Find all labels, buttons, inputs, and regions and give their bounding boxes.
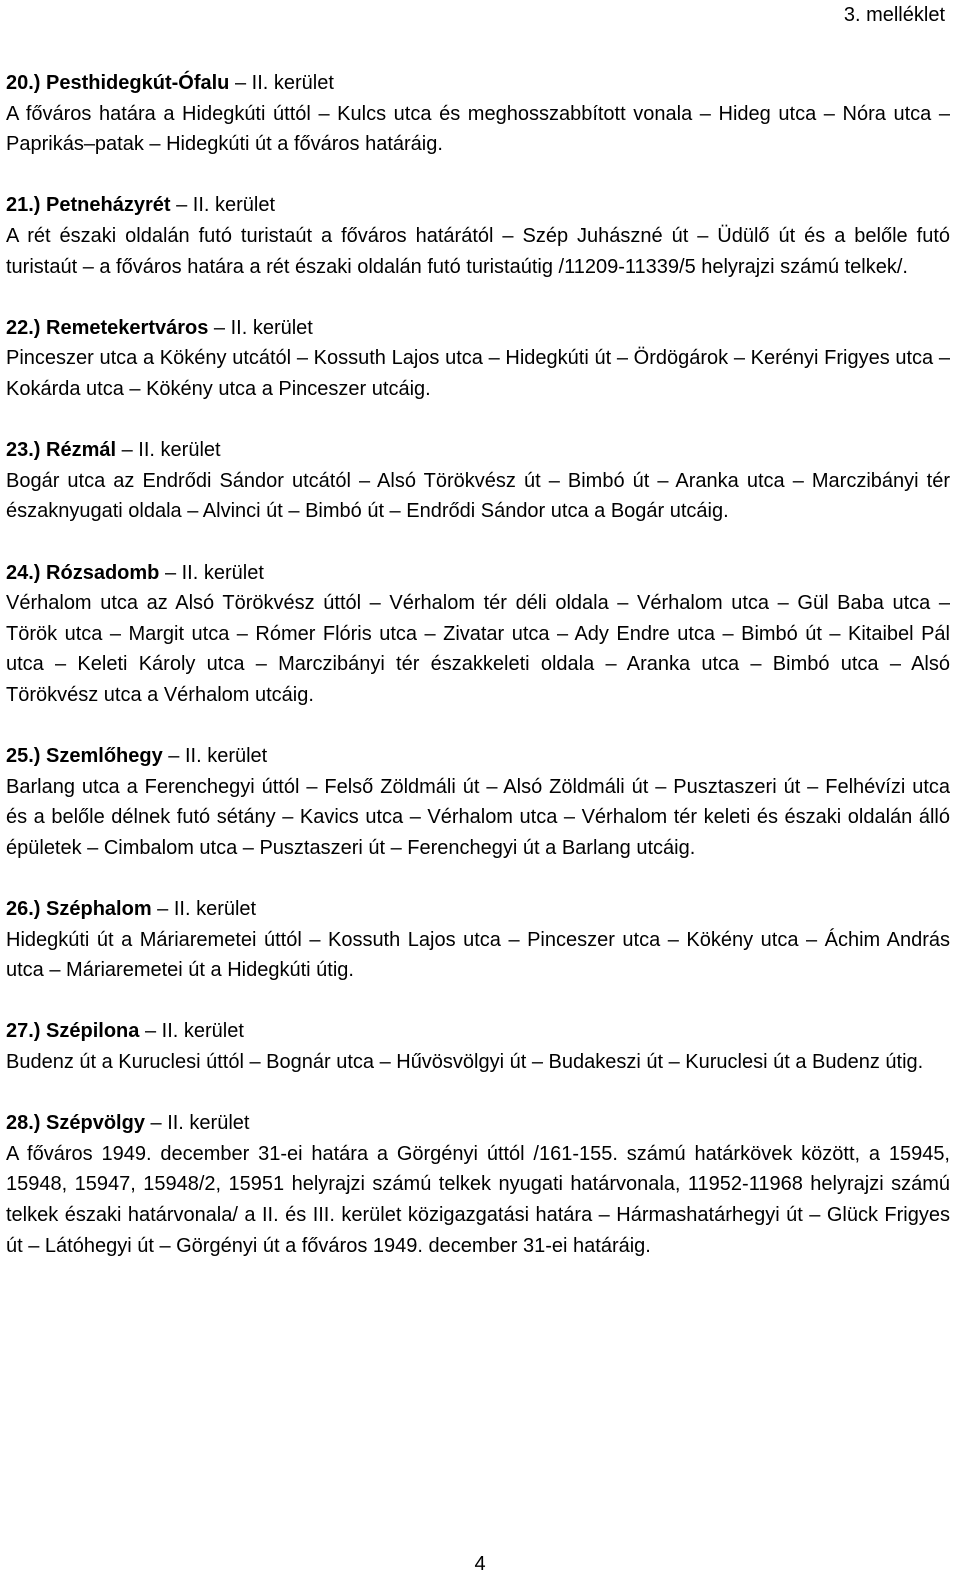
section-number: 25.) — [6, 745, 41, 768]
section-name: Rézmál — [46, 439, 117, 462]
section-heading — [6, 68, 950, 99]
section-25 — [6, 741, 950, 863]
section-name: Szépilona — [46, 1020, 140, 1043]
section-name: Széphalom — [46, 898, 152, 921]
section-text: Vérhalom utca az Alsó Törökvész úttól – Vérhalom tér déli oldala – Vérhalom utca – Gül Baba utca – Török utca – Margit utca – Rómer Flóris utca – Zivatar utca – Ady Endre utca – Bimbó út – Kitaibel Pál utca – Keleti Károly utca – Marczibányi tér északkeleti oldala – Aranka utca – Bimbó utca – Alsó Törökvész utca a Vérhalom utcáig. — [6, 592, 950, 706]
section-district: – II. kerület — [168, 745, 268, 768]
section-number: 28.) — [6, 1112, 41, 1135]
section-name: Petneházyrét — [46, 194, 171, 217]
section-text: A rét északi oldalán futó turistaút a főváros határától – Szép Juhászné út – Üdülő út és a belőle futó turistaút – a főváros határa a rét északi oldalán futó turistaútig /11209-11339/5 helyrajzi számú telkek/. — [6, 224, 950, 278]
section-26 — [6, 894, 950, 986]
section-name: Szemlőhegy — [46, 745, 163, 768]
section-text: Pinceszer utca a Kökény utcától – Kossuth Lajos utca – Hidegkúti út – Ördögárok – Kerényi Frigyes utca – Kokárda utca – Kökény utca a Pinceszer utcáig. — [6, 347, 950, 400]
section-number: 22.) — [6, 316, 41, 339]
section-heading — [6, 1108, 950, 1139]
section-text: Bogár utca az Endrődi Sándor utcától – Alsó Törökvész út – Bimbó út – Aranka utca – Marczibányi tér északnyugati oldala – Alvinci út – Bimbó út – Endrődi Sándor utca a Bogár utcáig. — [6, 469, 950, 523]
annex-label: 3. melléklet — [843, 4, 945, 26]
section-number: 26.) — [6, 898, 41, 921]
section-heading — [6, 1016, 950, 1047]
section-number: 20.) — [6, 72, 41, 94]
section-heading — [6, 313, 950, 344]
section-heading — [6, 894, 950, 925]
section-district: – II. kerület — [157, 898, 257, 921]
section-23 — [6, 435, 950, 527]
section-number: 21.) — [6, 194, 41, 217]
section-text: Budenz út a Kuruclesi úttól – Bognár utca – Hűvösvölgyi út – Budakeszi út – Kuruclesi út a Budenz útig. — [6, 1051, 924, 1073]
section-district: – II. kerület — [164, 561, 264, 584]
section-text: Hidegkúti út a Máriaremetei úttól – Kossuth Lajos utca – Pinceszer utca – Kökény utca – Áchim András utca – Máriaremetei út a Hidegkúti útig. — [6, 928, 950, 982]
section-district: – II. kerület — [213, 316, 313, 339]
section-text: Barlang utca a Ferenchegyi úttól – Felső Zöldmáli út – Alsó Zöldmáli út – Pusztaszeri út – Felhévízi utca és a belőle délnek futó sétány – Kavics utca – Vérhalom utca – Vérhalom tér keleti és északi oldalán álló épületek – Cimbalom utca – Pusztaszeri út – Ferenchegyi út a Barlang utcáig. — [6, 775, 950, 859]
section-number: 27.) — [6, 1020, 41, 1043]
section-24 — [6, 558, 950, 711]
section-number: 23.) — [6, 439, 41, 462]
section-28 — [6, 1108, 950, 1261]
section-district: – II. kerület — [176, 194, 276, 217]
section-district: – II. kerület — [121, 439, 221, 462]
page-number: 4 — [474, 1553, 486, 1575]
section-27 — [6, 1016, 950, 1077]
section-district: – II. kerület — [144, 1020, 244, 1043]
section-22 — [6, 313, 950, 405]
section-heading — [6, 190, 950, 221]
section-heading — [6, 558, 950, 589]
section-name: Pesthidegkút-Ófalu — [46, 72, 230, 94]
section-name: Remetekertváros — [46, 316, 209, 339]
section-text: A főváros 1949. december 31-ei határa a Görgényi úttól /161-155. számú határkövek között, a 15945, 15948, 15947, 15948/2, 15951 helyrajzi számú telkek nyugati határvonala, 11952-11968 helyrajzi számú telkek északi határvonala/ a II. és III. kerület közigazgatási határa – Hármashatárhegyi út – Glück Frigyes út – Látóhegyi út – Görgényi út a főváros 1949. december 31-ei határáig. — [6, 1142, 950, 1257]
section-district: – II. kerület — [150, 1112, 250, 1135]
section-number: 24.) — [6, 561, 41, 584]
section-district: – II. kerület — [234, 72, 334, 94]
section-name: Rózsadomb — [46, 561, 160, 584]
section-name: Szépvölgy — [46, 1112, 145, 1135]
section-text: A főváros határa a Hidegkúti úttól – Kulcs utca és meghosszabbított vonala – Hideg utca – Nóra utca – Paprikás–patak – Hidegkúti út a főváros határáig. — [6, 102, 950, 156]
section-20 — [6, 68, 950, 160]
document-body — [6, 68, 950, 1292]
section-21 — [6, 190, 950, 282]
section-heading — [6, 741, 950, 772]
section-heading — [6, 435, 950, 466]
